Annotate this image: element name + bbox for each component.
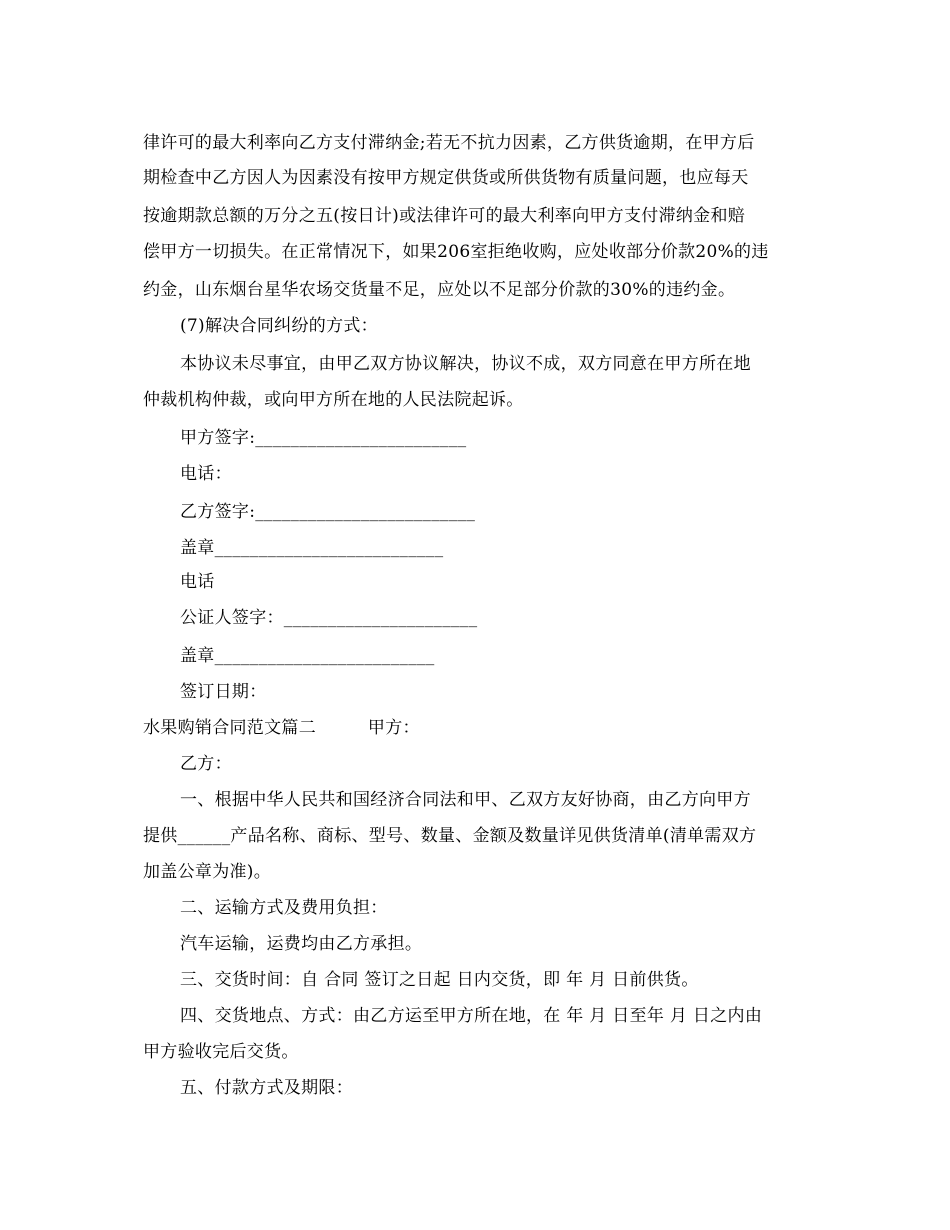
seal-line: 盖章_________________________ [180, 646, 435, 666]
signature-line-party-a: 甲方签字:________________________ [180, 428, 467, 448]
signature-line-notary: 公证人签字：______________________ [180, 608, 478, 628]
paragraph-line: 加盖公章为准)。 [143, 862, 272, 882]
paragraph-line: 提供______产品名称、商标、型号、数量、金额及数量详见供货清单(清单需双方 [143, 826, 757, 846]
section-heading: 四、交货地点、方式：由乙方运至甲方所在地，在 年 月 日至年 月 日之内由 [180, 1006, 763, 1026]
paragraph-line: 律许可的最大利率向乙方支付滞纳金;若无不抗力因素，乙方供货逾期，在甲方后 [143, 133, 755, 153]
section-heading: 三、交货时间：自 合同 签订之日起 日内交货，即 年 月 日前供货。 [180, 970, 699, 990]
signature-line-party-b: 乙方签字:_________________________ [180, 502, 476, 522]
paragraph-line: 按逾期款总额的万分之五(按日计)或法律许可的最大利率向甲方支付滞纳金和赔 [143, 206, 746, 226]
section-title: 水果购销合同范文篇二 甲方： [143, 718, 420, 738]
phone-label: 电话： [180, 464, 232, 484]
paragraph-line: 仲裁机构仲裁，或向甲方所在地的人民法院起诉。 [143, 390, 524, 410]
phone-label: 电话 [180, 572, 215, 592]
paragraph-line: 期检查中乙方因人为因素没有按甲方规定供货或所供货物有质量问题，也应每天 [143, 168, 749, 188]
paragraph-line: 本协议未尽事宜，由甲乙双方协议解决，协议不成，双方同意在甲方所在地 [180, 354, 751, 374]
seal-line: 盖章__________________________ [180, 538, 444, 558]
paragraph-line: 约金，山东烟台星华农场交货量不足，应处以不足部分价款的30%的违约金。 [143, 280, 736, 300]
paragraph-line: 甲方验收完后交货。 [143, 1042, 299, 1062]
paragraph-line: 一、根据中华人民共和国经济合同法和甲、乙双方友好协商，由乙方向甲方 [180, 790, 751, 810]
paragraph-line: 偿甲方一切损失。在正常情况下，如果206室拒绝收购，应处收部分价款20%的违 [143, 242, 769, 262]
paragraph-line: 汽车运输，运费均由乙方承担。 [180, 934, 423, 954]
party-b-label: 乙方： [180, 754, 232, 774]
signing-date-label: 签订日期： [180, 682, 267, 702]
section-heading: (7)解决合同纠纷的方式： [180, 316, 378, 336]
section-heading: 二、运输方式及费用负担： [180, 898, 388, 918]
section-heading: 五、付款方式及期限： [180, 1078, 353, 1098]
